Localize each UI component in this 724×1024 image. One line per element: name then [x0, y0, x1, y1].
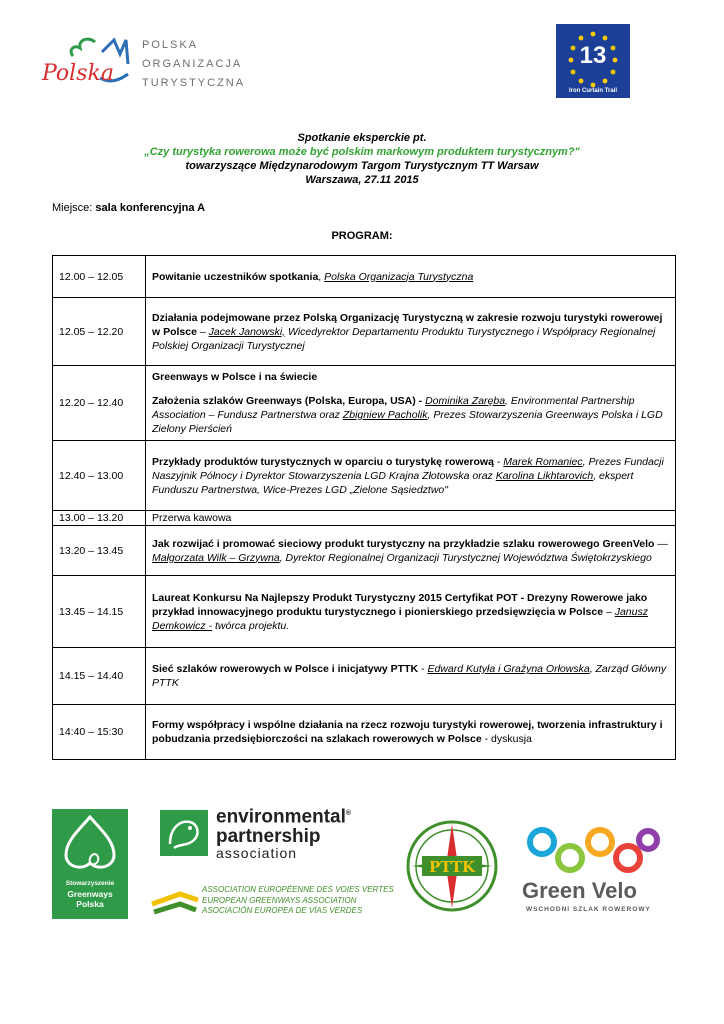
- greenvelo-subtitle: WSCHODNI SZLAK ROWEROWY: [526, 906, 651, 913]
- row-topic: Powitanie uczestników spotkania: [152, 270, 319, 283]
- svg-text:PTTK: PTTK: [428, 858, 476, 876]
- row-topic: Jak rozwijać i promować sieciowy produkt turystyczny na przykładzie szlaku rowerowego GreenVelo: [152, 537, 655, 550]
- row-content: Laureat Konkursu Na Najlepszy Produkt Turystyczny 2015 Certyfikat POT - Drezyny Rowerowe jako przykład innowacyjnego produktu turystycznego i pionierskiego przedsięwzięcia w Polsce – Janusz Demkowicz - twórca projektu.: [146, 576, 676, 648]
- row-content: Przerwa kawowa: [146, 511, 676, 526]
- venue-value: sala konferencyjna A: [95, 202, 206, 214]
- svg-text:Polska: Polska: [42, 61, 114, 86]
- row-time: 13.20 – 13.45: [53, 526, 146, 576]
- ega-text: ASSOCIATION EUROPÉENNE DES VOIES VERTES EUROPEAN GREENWAYS ASSOCIATION ASOCIACIÓN EUROPEA DE VÍAS VERDES: [202, 885, 394, 915]
- row-speaker: Polska Organizacja Turystyczna: [324, 270, 474, 283]
- row-topic: Greenways w Polsce i na świecie: [152, 371, 318, 383]
- epa-bird-icon: [160, 810, 208, 856]
- pot-line-3: TURYSTYCZNA: [142, 77, 246, 89]
- row-time: 13.00 – 13.20: [53, 511, 146, 526]
- row-speaker: Dominika Zaręba: [425, 395, 506, 407]
- row-time: 12.40 – 13.00: [53, 441, 146, 511]
- row-time: 14:40 – 15:30: [53, 705, 146, 760]
- row-subtopic: Założenia szlaków Greenways (Polska, Europa, USA) - Dominika Zaręba, Environmental Partnership Association – Fundusz Partnerstwa oraz Zbigniew Pacholik, Prezes Stowarzyszenia Greenways Polska i LGD Zielony Pierścień: [152, 395, 663, 435]
- row-speaker: Małgorzata Wilk – Grzywna: [152, 551, 280, 564]
- row-content: Przykłady produktów turystycznych w oparciu o turystykę rowerową - Marek Romaniec, Prezes Fundacji Naszyjnik Północy i Dyrektor Stowarzyszenia LGD Krajna Złotowska oraz Karolina Likhtarovich, ekspert Funduszu Partnerstwa, Wice-Prezes LGD „Zielone Sąsiedztwo": [146, 441, 676, 511]
- row-time: 12.20 – 12.40: [53, 366, 146, 441]
- table-row: [53, 648, 676, 705]
- table-row: [53, 526, 676, 576]
- pttk-compass-icon: [404, 816, 500, 916]
- table-row: [53, 256, 676, 298]
- greenways-leaf-icon: [52, 809, 128, 879]
- program-table: [52, 255, 676, 760]
- table-row: [53, 441, 676, 511]
- greenvelo-logo: [524, 824, 660, 876]
- venue-label: Miejsce:: [52, 202, 93, 214]
- row-time: 13.45 – 14.15: [53, 576, 146, 648]
- program-title: PROGRAM:: [331, 230, 393, 242]
- pot-line-2: ORGANIZACJA: [142, 58, 243, 70]
- table-row: [53, 705, 676, 760]
- row-topic: Działania podejmowane przez Polską Organizację Turystyczną w zakresie rozwoju turystyki rowerowej w Polsce: [152, 311, 663, 338]
- row-speaker: Edward Kutyła i Grażyna Orłowska: [427, 663, 590, 675]
- pot-name: [142, 36, 245, 93]
- row-content: [146, 366, 676, 441]
- greenvelo-rings-icon: [524, 824, 660, 876]
- row-topic: Przykłady produktów turystycznych w oparciu o turystykę rowerową: [152, 455, 494, 468]
- epa-logo-mark: [160, 810, 208, 856]
- event-heading: [52, 131, 672, 187]
- row-speaker: Janusz Demkowicz -: [152, 605, 648, 632]
- row-content: Sieć szlaków rowerowych w Polsce i inicjatywy PTTK - Edward Kutyła i Grażyna Orłowska, Zarząd Główny PTTK: [146, 648, 676, 705]
- row-topic: Sieć szlaków rowerowych w Polsce i inicjatywy PTTK: [152, 663, 419, 675]
- row-content: Jak rozwijać i promować sieciowy produkt turystyczny na przykładzie szlaku rowerowego GreenVelo — Małgorzata Wilk – Grzywna, Dyrektor Regionalnej Organizacji Turystycznej Województwa Świętokrzyskiego: [146, 526, 676, 576]
- heading-line-2: „Czy turystyka rowerowa może być polskim markowym produktem turystycznym?": [144, 146, 580, 158]
- venue: [52, 202, 205, 214]
- ega-logo: [150, 886, 200, 920]
- greenways-text: Stowarzyszenie Greenways Polska: [65, 880, 115, 909]
- row-time: 12.00 – 12.05: [53, 256, 146, 298]
- row-speaker: Karolina Likhtarovich: [495, 469, 594, 482]
- row-content: Działania podejmowane przez Polską Organizację Turystyczną w zakresie rozwoju turystyki rowerowej w Polsce – Jacek Janowski, Wicedyrektor Departamentu Produktu Turystycznego i Współpracy Regionalnej Polskiej Organizacji Turystycznej: [146, 298, 676, 366]
- table-row: [53, 511, 676, 526]
- ict-number: 13: [579, 42, 607, 69]
- table-row: [53, 576, 676, 648]
- row-speaker: Marek Romaniec: [503, 455, 583, 468]
- row-speaker: Zbigniew Pacholik: [342, 409, 428, 421]
- greenvelo-title: Green Velo: [522, 878, 637, 903]
- pttk-logo: [404, 816, 500, 916]
- table-row: [53, 366, 676, 441]
- pot-logo-mark: [40, 34, 140, 98]
- iron-curtain-trail-logo: [556, 24, 630, 98]
- row-speaker-role: Wicedyrektor Departamentu Produktu Turystycznego i Współpracy Regionalnej Polskiej Organizacji Turystycznej: [152, 325, 656, 352]
- heading-line-4: Warszawa, 27.11 2015: [305, 174, 419, 186]
- row-topic: Formy współpracy i wspólne działania na rzecz rozwoju turystyki rowerowej, tworzenia infrastruktury i pobudzania przedsiębiorczości na szlakach rowerowych w Polsce: [152, 719, 663, 745]
- row-time: 12.05 – 12.20: [53, 298, 146, 366]
- row-content: Powitanie uczestników spotkania, Polska Organizacja Turystyczna: [146, 256, 676, 298]
- row-speaker: Jacek Janowski,: [208, 325, 286, 338]
- heading-line-1: Spotkanie eksperckie pt.: [297, 132, 427, 144]
- pot-line-1: POLSKA: [142, 39, 199, 51]
- epa-name: environmental® partnership: [216, 806, 352, 848]
- ict-caption: Iron Curtain Trail: [568, 88, 617, 94]
- epa-subtitle: association: [216, 845, 298, 861]
- heading-line-3: towarzyszące Międzynarodowym Targom Turystycznym TT Warsaw: [185, 160, 539, 172]
- table-row: [53, 298, 676, 366]
- row-topic: Laureat Konkursu Na Najlepszy Produkt Turystyczny 2015 Certyfikat POT - Drezyny Rowerowe jako przykład innowacyjnego produktu turystycznego i pionierskiego przedsięwzięcia w Polsce: [152, 591, 648, 618]
- greenways-polska-logo: [52, 809, 128, 919]
- row-time: 14.15 – 14.40: [53, 648, 146, 705]
- row-content: Formy współpracy i wspólne działania na rzecz rozwoju turystyki rowerowej, tworzenia infrastruktury i pobudzania przedsiębiorczości na szlakach rowerowych w Polsce - dyskusja: [146, 705, 676, 760]
- ega-arrows-icon: [150, 886, 200, 920]
